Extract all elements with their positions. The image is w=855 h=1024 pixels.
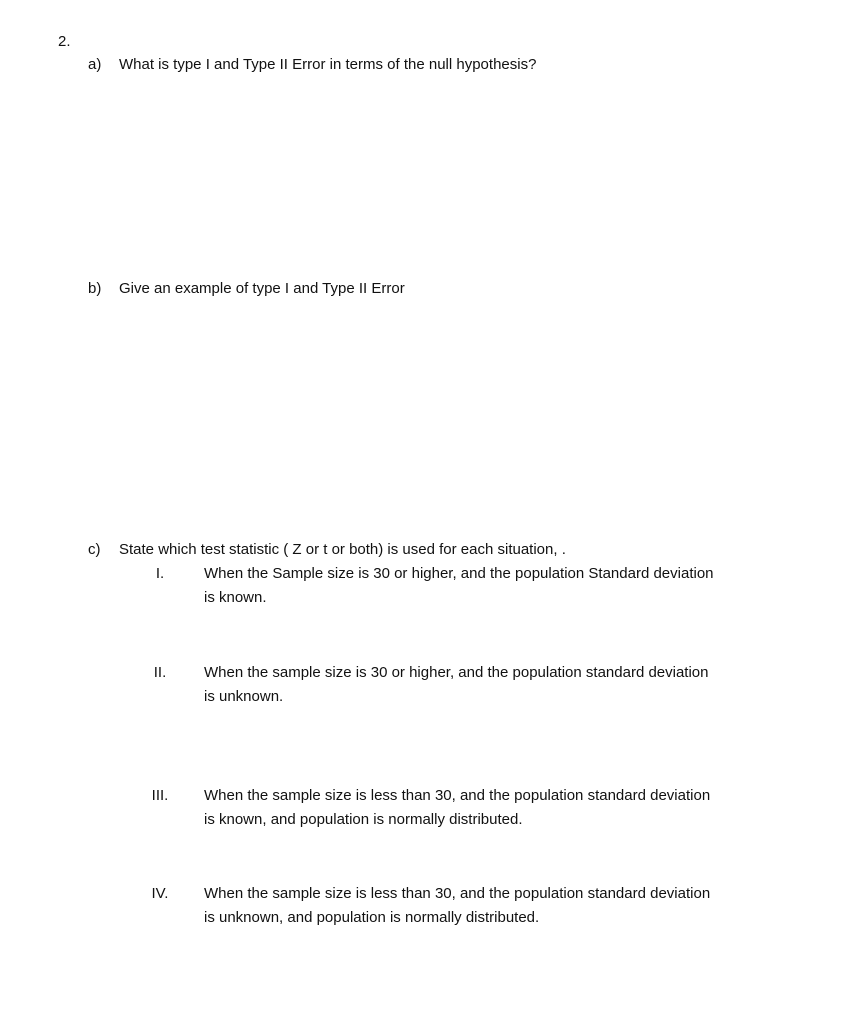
- situation-numeral: I.: [155, 565, 165, 582]
- situation-line-2: is unknown.: [204, 688, 284, 705]
- part-b-text: Give an example of type I and Type II Error: [119, 280, 405, 297]
- situation-line-2: is known.: [204, 589, 267, 606]
- part-c-label: c): [88, 541, 101, 558]
- situation-text: [204, 784, 804, 832]
- situation-text: [204, 562, 804, 610]
- situation-line-2: is known, and population is normally distributed.: [204, 811, 523, 828]
- part-a-label: a): [88, 56, 102, 73]
- question-number: 2.: [58, 33, 71, 50]
- part-b-label: b): [88, 280, 102, 297]
- situation-line-1: When the sample size is less than 30, and the population standard deviation: [204, 787, 711, 804]
- part-a-text: What is type I and Type II Error in terms of the null hypothesis?: [119, 56, 537, 73]
- situation-line-1: When the Sample size is 30 or higher, and the population Standard deviation: [204, 565, 714, 582]
- situation-text: [204, 882, 804, 930]
- situation-numeral: IV.: [151, 885, 169, 902]
- part-c-text: State which test statistic ( Z or t or both) is used for each situation, .: [119, 541, 566, 558]
- situation-numeral: III.: [151, 787, 169, 804]
- situation-line-1: When the sample size is less than 30, and the population standard deviation: [204, 885, 711, 902]
- situation-text: [204, 661, 804, 709]
- situation-line-2: is unknown, and population is normally distributed.: [204, 909, 540, 926]
- situation-line-1: When the sample size is 30 or higher, and the population standard deviation: [204, 664, 709, 681]
- situation-numeral: II.: [153, 664, 167, 681]
